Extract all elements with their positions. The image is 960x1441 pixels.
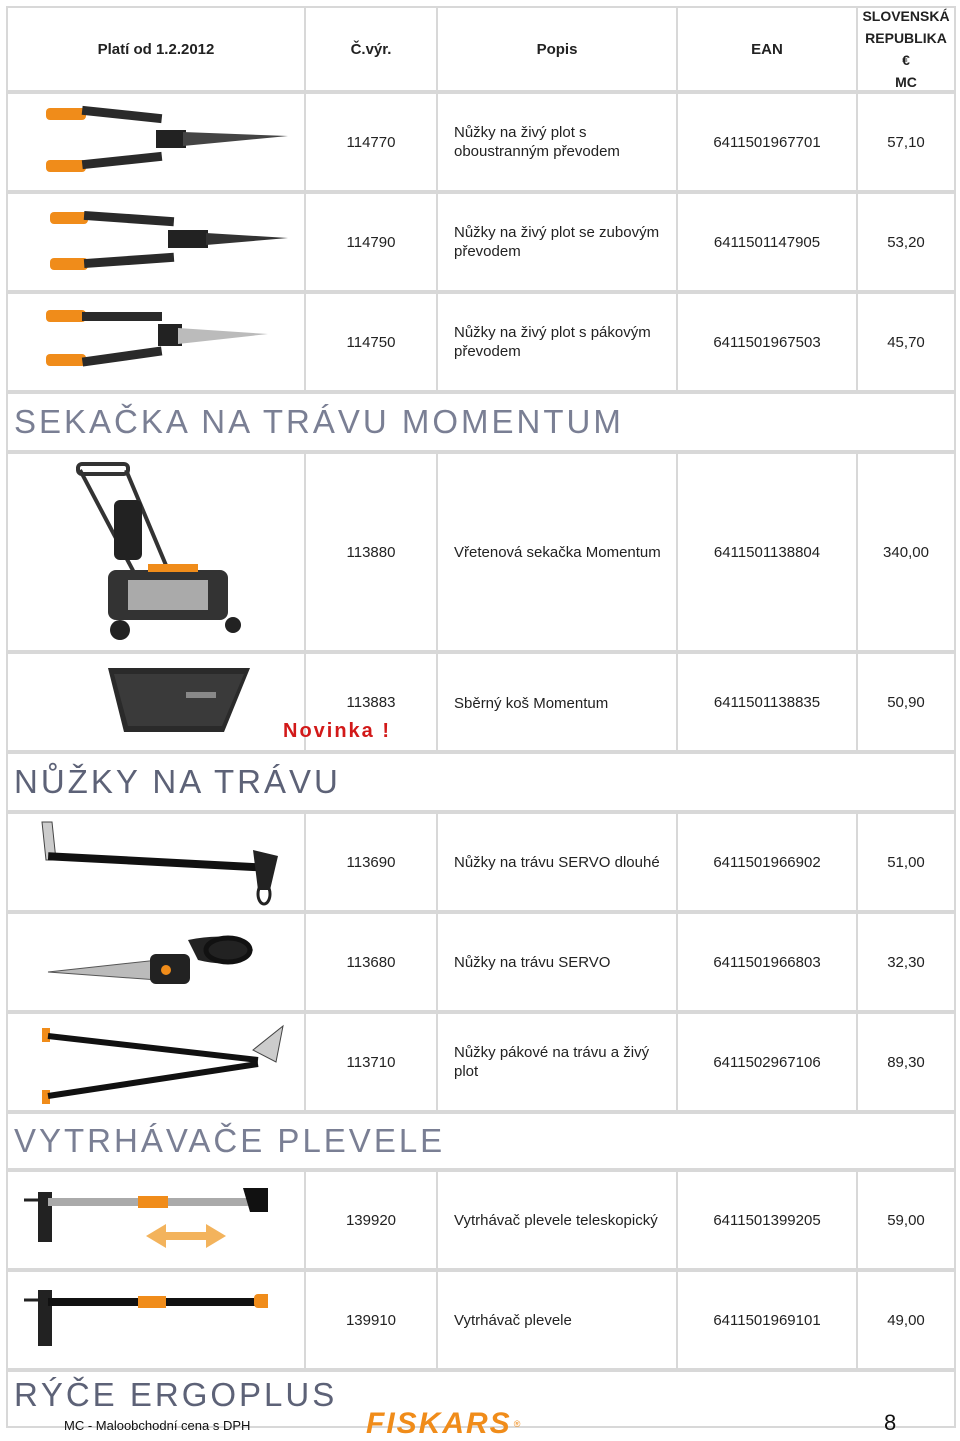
product-ean: 6411501138835 (713, 694, 821, 711)
product-price: 89,30 (887, 1053, 925, 1071)
section-title-grass-shears (6, 752, 956, 812)
product-price: 32,30 (887, 953, 925, 971)
page-number: 8 (884, 1410, 897, 1435)
product-code: 113680 (346, 953, 396, 971)
registered-icon: ® (513, 1419, 521, 1429)
product-price: 45,70 (887, 333, 925, 351)
brand-text: FISKARS (366, 1407, 512, 1440)
price-header-line1: SLOVENSKÁ (862, 8, 950, 24)
product-desc: Nůžky na trávu SERVO dlouhé (454, 853, 660, 871)
section-title-weed-puller (6, 1112, 956, 1170)
header-code (306, 8, 438, 90)
table-row (6, 812, 956, 912)
product-code: 139910 (345, 1311, 397, 1329)
product-ean: 6411501967503 (713, 333, 821, 351)
table-row (6, 452, 956, 652)
product-price: 59,00 (887, 1211, 925, 1229)
product-code: 114790 (346, 233, 396, 251)
product-price: 50,90 (887, 694, 925, 711)
product-ean: 6411501138804 (713, 543, 821, 561)
valid-from-text: Platí od 1.2.2012 (97, 40, 215, 58)
table-row (6, 1170, 956, 1270)
product-code: 113883 (346, 694, 396, 711)
section-grass-text: NŮŽKY NA TRÁVU (14, 763, 341, 800)
product-code: 113690 (346, 853, 396, 871)
product-desc: Vytrhávač plevele teleskopický (454, 1211, 658, 1229)
product-price: 51,00 (887, 853, 925, 871)
section-weed-text: VYTRHÁVAČE PLEVELE (14, 1122, 446, 1159)
table-row (6, 192, 956, 292)
lever-grass-shears-image (38, 1020, 288, 1110)
product-image-cell (8, 1272, 306, 1368)
section-mower-text: SEKAČKA NA TRÁVU MOMENTUM (14, 403, 624, 440)
product-desc: Sběrný koš Momentum (454, 695, 609, 712)
long-grass-shears-image (38, 820, 288, 910)
product-code: 113880 (346, 543, 396, 561)
weed-puller-image (18, 1278, 268, 1368)
product-price: 340,00 (883, 543, 929, 561)
product-ean: 6411502967106 (713, 1053, 821, 1071)
product-ean: 6411501966803 (713, 953, 821, 971)
product-desc: Vytrhávač plevele (454, 1311, 572, 1329)
product-desc: Nůžky na živý plot se zubovým převodem (454, 224, 660, 260)
product-code: 114770 (346, 133, 396, 151)
header-desc-text: Popis (536, 40, 578, 58)
header-ean-text: EAN (751, 40, 783, 58)
product-ean: 6411501967701 (713, 133, 821, 151)
hedge-shears-image (38, 100, 288, 180)
footer-note: MC - Maloobchodní cena s DPH (64, 1418, 251, 1433)
price-header-currency: € (902, 52, 910, 68)
fiskars-logo (366, 1408, 520, 1440)
new-product-badge: Novinka ! (283, 720, 392, 742)
table-row (6, 92, 956, 192)
header-code-text: Č.výr. (350, 40, 392, 58)
product-ean: 6411501399205 (713, 1211, 821, 1229)
product-code: 113710 (346, 1053, 396, 1071)
reel-mower-image (68, 460, 248, 648)
product-desc: Nůžky pákové na trávu a živý plot (454, 1044, 650, 1080)
product-image-cell (8, 1172, 306, 1268)
product-image-cell (8, 914, 306, 1010)
price-header-mc: MC (895, 74, 917, 90)
product-image-cell (8, 94, 306, 190)
table-row (6, 292, 956, 392)
product-image-cell (8, 454, 306, 650)
telescopic-weed-puller-image (18, 1178, 268, 1268)
product-price: 49,00 (887, 1311, 925, 1329)
table-row (6, 652, 956, 752)
product-code: 139920 (345, 1211, 397, 1229)
product-ean: 6411501147905 (713, 233, 821, 251)
hedge-shears-image (38, 300, 288, 380)
price-header-line2: REPUBLIKA (865, 30, 947, 46)
grass-shears-image (38, 920, 288, 1000)
product-ean: 6411501969101 (713, 1311, 821, 1329)
section-title-mower (6, 392, 956, 452)
table-row (6, 912, 956, 1012)
product-image-cell (8, 814, 306, 910)
table-row (6, 1012, 956, 1112)
header-price (858, 8, 954, 90)
header-ean (678, 8, 858, 90)
product-desc: Nůžky na živý plot s oboustranným převodem (454, 124, 620, 160)
section-spade-text: RÝČE ERGOPLUS (14, 1376, 338, 1413)
header-desc (438, 8, 678, 90)
product-price: 53,20 (887, 233, 925, 251)
product-code: 114750 (346, 333, 396, 351)
product-ean: 6411501966902 (713, 853, 821, 871)
grass-catcher-image (104, 662, 254, 738)
product-desc: Nůžky na trávu SERVO (454, 953, 611, 971)
product-image-cell (8, 654, 306, 750)
table-header (6, 6, 956, 92)
hedge-shears-image (38, 200, 288, 280)
table-row (6, 1270, 956, 1370)
product-image-cell (8, 294, 306, 390)
product-desc: Nůžky na živý plot s pákovým převodem (454, 324, 651, 360)
header-valid-from (8, 8, 306, 90)
product-desc: Vřetenová sekačka Momentum (454, 543, 661, 561)
product-price: 57,10 (887, 133, 925, 151)
product-image-cell (8, 194, 306, 290)
product-image-cell (8, 1014, 306, 1110)
